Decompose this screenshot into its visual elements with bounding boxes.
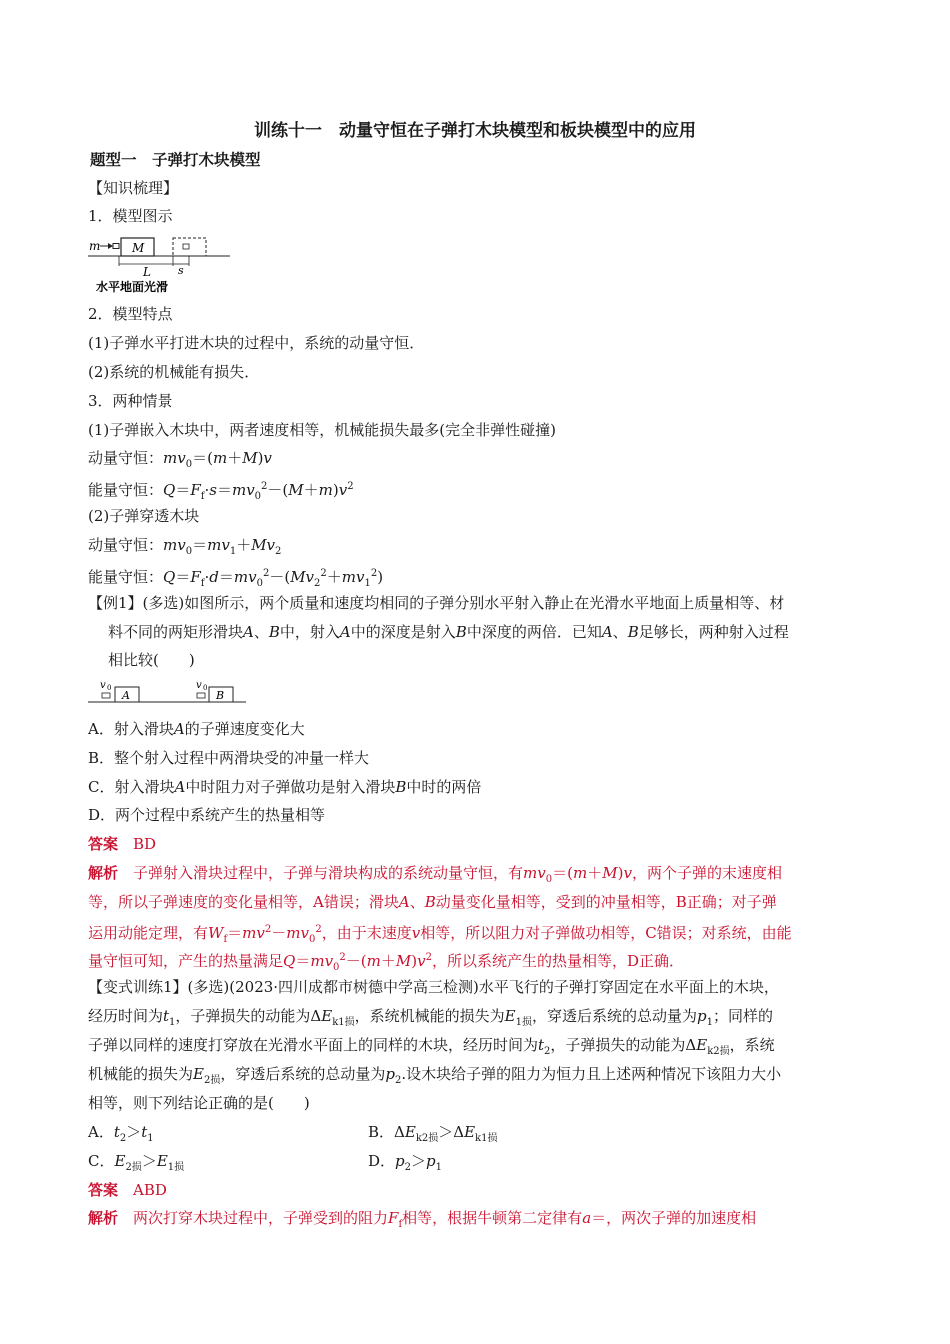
svg-text:0: 0 xyxy=(203,684,208,692)
bullet-block-figure xyxy=(88,236,238,294)
energy-eq-2: 能量守恒：$Q=F_f\cdot d=mv_0^2-(Mv_2^2+mv_1^2)$ xyxy=(88,568,384,589)
solution-1-line-2: 等，所以子弹速度的变化量相等，A错误；滑块A、B动量变化量相等，受到的冲量相等，B正确；对子弹 xyxy=(88,893,777,911)
fig1-s-label: s xyxy=(178,264,184,277)
example-1-line-1: 【例1】(多选)如图所示，两个质量和速度均相同的子弹分别水平射入静止在光滑水平地面上质量相等、材 xyxy=(88,594,785,612)
fig2-v0-left: v xyxy=(100,680,106,691)
knowledge-tag: 【知识梳理】 xyxy=(88,179,179,197)
momentum-eq-1: 动量守恒：$mv_0=(m+M)v$ xyxy=(88,449,272,470)
example-1-line-3: 相比较( ) xyxy=(108,651,195,669)
variant-option-c: C．$E_{2损}>E_{1损}$ xyxy=(88,1152,185,1173)
option-a: A．射入滑块A的子弹速度变化大 xyxy=(88,720,305,738)
example-1-line-2: 料不同的两矩形滑块A、B中，射入A中的深度是射入B中深度的两倍．已知A、B足够长，两种射入过程 xyxy=(108,623,789,641)
option-b: B．整个射入过程中两滑块受的冲量一样大 xyxy=(88,749,370,767)
svg-text:0: 0 xyxy=(107,684,112,692)
variant-1-line-2: 经历时间为$t_1$，子弹损失的动能为$\Delta E_{k1损}$，系统机械能的损失为$E_{1损}$，穿透后系统的总动量为$p_1$；同样的 xyxy=(88,1007,773,1028)
item-3: 3．两种情景 xyxy=(88,392,173,410)
fig2-v0-right: v xyxy=(196,680,202,691)
item-3-2: (2)子弹穿透木块 xyxy=(88,507,200,525)
solution-1-line-1: 解析 子弹射入滑块过程中，子弹与滑块构成的系统动量守恒，有$mv_0=(m+M)v$，两个子弹的末速度相 xyxy=(88,864,782,885)
variant-option-a: A．$t_2>t_1$ xyxy=(88,1123,154,1144)
variant-1-line-5: 相等，则下列结论正确的是( ) xyxy=(88,1094,310,1112)
section-heading: 题型一 子弹打木块模型 xyxy=(90,151,261,169)
item-1: 1．模型图示 xyxy=(88,207,173,225)
variant-option-b: B．$\Delta E_{k2损}>\Delta E_{k1损}$ xyxy=(368,1123,498,1144)
item-2-1: (1)子弹水平打进木块的过程中，系统的动量守恒． xyxy=(88,334,425,352)
block-M-moved xyxy=(173,238,206,256)
item-3-1: (1)子弹嵌入木块中，两者速度相等，机械能损失最多(完全非弹性碰撞) xyxy=(88,421,556,439)
option-c: C．射入滑块A中时阻力对子弹做功是射入滑块B中时的两倍 xyxy=(88,778,482,796)
variant-1-line-1: 【变式训练1】(多选)(2023·四川成都市树德中学高三检测)水平飞行的子弹打穿固定在水平面上的木块， xyxy=(88,978,779,996)
variant-option-d: D．$p_2>p_1$ xyxy=(368,1152,443,1173)
fig2-B-label: B xyxy=(216,689,225,702)
solution-1-line-3: 运用动能定理，有$W_f=mv^2-mv_0^2$，由于末速度v相等，所以阻力对子弹做功相等，C错误；对系统，由能 xyxy=(88,924,792,945)
option-d: D．两个过程中系统产生的热量相等 xyxy=(88,806,326,824)
fig1-caption: 水平地面光滑 xyxy=(96,280,169,294)
variant-1-line-4: 机械能的损失为$E_{2损}$，穿透后系统的总动量为$p_2$.设木块给子弹的阻力为恒力且上述两种情况下该阻力大小 xyxy=(88,1065,782,1086)
fig1-L-label: L xyxy=(143,265,151,279)
solution-1-line-4: 量守恒可知，产生的热量满足$Q=mv_0^2-(m+M)v^2$，所以系统产生的热量相等，D正确． xyxy=(88,952,685,973)
fig2-A-label: A xyxy=(122,689,130,702)
solution-2-line-1: 解析 两次打穿木块过程中，子弹受到的阻力$F_f$相等，根据牛顿第二定律有a＝，两次子弹的加速度相 xyxy=(88,1209,757,1230)
answer-1: 答案 BD xyxy=(88,835,157,853)
fig1-m-label: m xyxy=(89,239,101,253)
fig1-M-label: M xyxy=(132,241,145,255)
momentum-eq-2: 动量守恒：$mv_0=mv_1+Mv_2$ xyxy=(88,536,282,557)
variant-1-line-3: 子弹以同样的速度打穿放在光滑水平面上的同样的木块，经历时间为$t_2$，子弹损失的动能为$\Delta E_{k2损}$，系统 xyxy=(88,1036,775,1057)
energy-eq-1: 能量守恒：$Q=F_f\cdot s=mv_0^2-(M+m)v^2$ xyxy=(88,481,354,502)
page-title: 训练十一 动量守恒在子弹打木块模型和板块模型中的应用 xyxy=(254,121,696,141)
item-2: 2．模型特点 xyxy=(88,305,173,323)
item-2-2: (2)系统的机械能有损失． xyxy=(88,363,260,381)
two-blocks-figure xyxy=(88,678,248,706)
answer-2: 答案 ABD xyxy=(88,1181,167,1199)
